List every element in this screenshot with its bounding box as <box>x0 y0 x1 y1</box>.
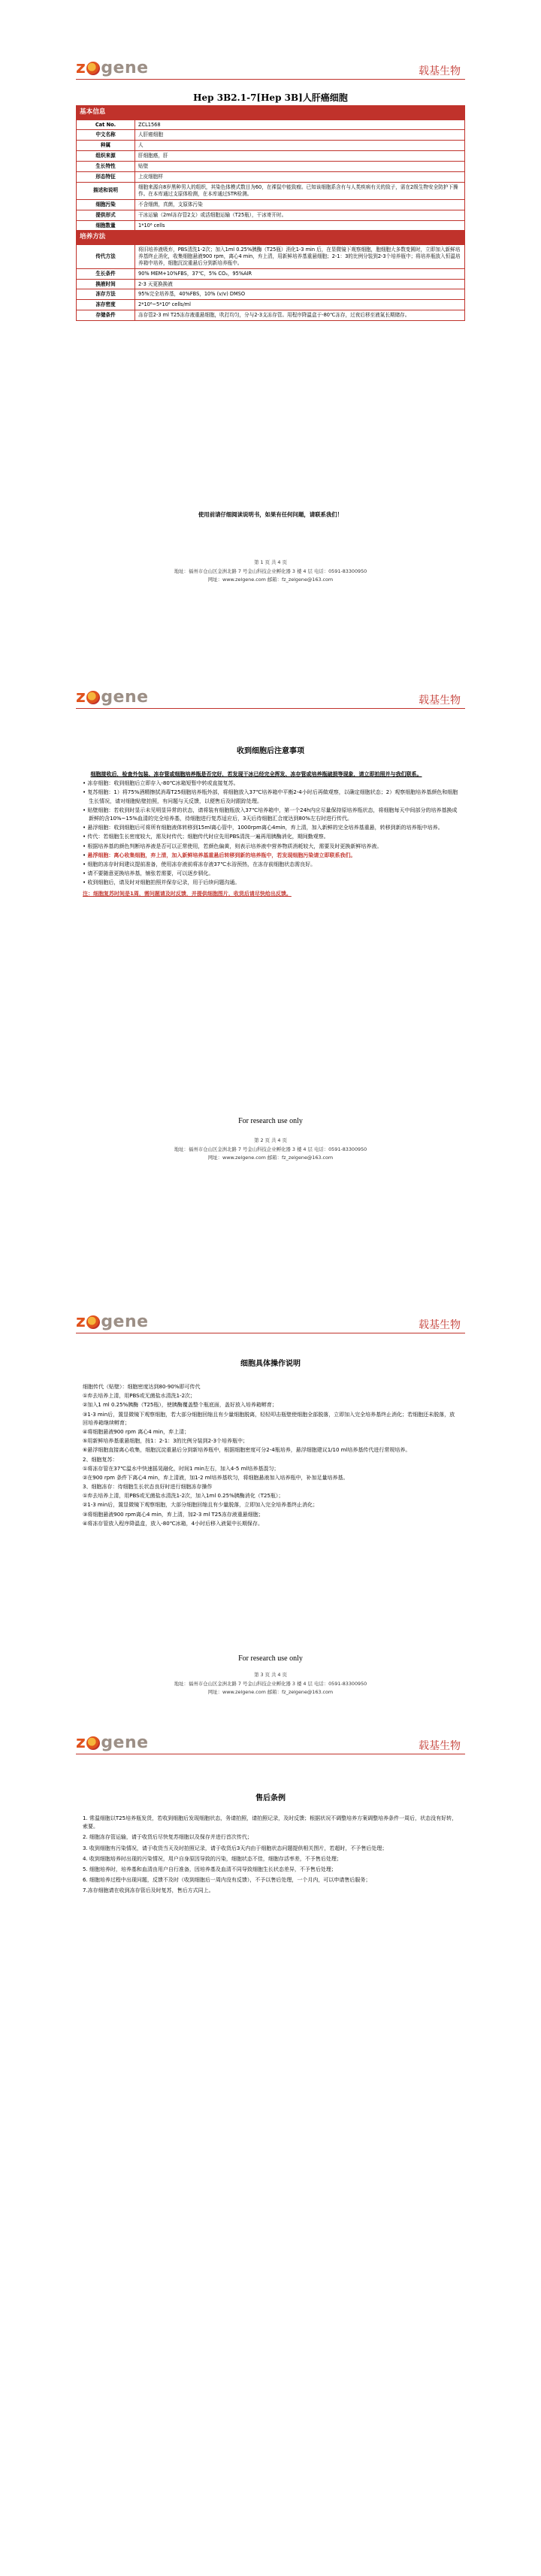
procedure-line: ①弃去培养上清，用PBS或无菌盐水清洗1-2次，加入1ml 0.25%胰酶消化（T25瓶）； <box>83 1493 284 1500</box>
info-value: 将旧培养液吸弃，PBS清洗1-2次；加入1ml 0.25%胰酶（T25瓶）消化1-3 min 后，在显微镜下观察细胞，胞细胞大多数变圆时，立即加入新鲜培养基终止消化，收集细胞悬液900 rpm，离心4 min，弃上清，用新鲜培养基重悬细胞；2-1：3的比例分装到2-3个培养瓶中；将培养瓶放入恒温培养箱中培养，细胞沉淀重悬后分到新培养瓶中。 <box>135 244 465 268</box>
notice-item: • 细胞的冻存时间建议提前准备，使用冻存液前将冻存液37℃水浴预热，在冻存前细胞状态需良好。 <box>83 861 316 867</box>
footer-address: 地址：福州市仓山区金洲北路 7 号金山科技企业孵化器 3 楼 4 层 电话：0591-83300950 <box>174 568 367 574</box>
info-value: 2-3 天更换换液 <box>135 279 465 289</box>
info-row <box>77 199 465 210</box>
info-value: 1*10⁶ cells <box>135 220 465 231</box>
notice-item-text: 根据培养基的颜色判断培养液是否可以正常使用，若颜色偏黄，则表示培养液中营养物质消耗较大，需要及时更换新鲜培养液。 <box>87 843 382 849</box>
info-value: 细胞来源自8岁黑种男人的组织，其染色体模式数目为60，在裸鼠中能致瘤。已知该细胞系含有与人类疾病有关的致子，需在2级生物安全防护下操作。在本库通过支原体检测，在本库通过STR检测。 <box>135 182 465 199</box>
info-row <box>77 220 465 231</box>
footer-address: 地址：福州市仓山区金洲北路 7 号金山科技企业孵化器 3 楼 4 层 电话：0591-83300950 <box>174 1680 367 1687</box>
procedure-line: 3、细胞冻存：待细胞生长状态良好时进行细胞冻存操作 <box>83 1484 213 1491</box>
page-header <box>76 1709 465 1754</box>
aftersale-item: 6. 细胞培养过程中出现问题，反馈不及时（收到细胞后一周内没有反馈），不予以售后处理，一个月内，可以申请售后服务； <box>83 1877 371 1884</box>
procedure-line: ⑤用新鲜培养基重悬细胞，按1：2-1：3的比例分装到2-3个培养瓶中； <box>83 1438 249 1445</box>
aftersale-item: 3. 收到细胞有污染情况，请于收货当天及时拍照记录，请于收货后3天内由于细胞状态问题提供相关图片，若超时，不予售后处理； <box>83 1845 388 1851</box>
info-key: 冻存方法 <box>77 289 135 300</box>
footer-web: 网址：www.zelgene.com 邮箱：fz_zelgene@163.com <box>207 1689 334 1696</box>
procedure-line: ④将细胞悬液900 rpm 离心4 min，弃上清； <box>83 1428 190 1435</box>
info-value: 2*10⁶~5*10⁶ cells/ml <box>135 300 465 310</box>
info-value: 人肝癌细胞 <box>135 130 465 141</box>
info-table <box>76 105 465 321</box>
notice-item: • 贴壁细胞：若收到时显示未见明显异常的状态，请将装有细胞瓶放入37℃培养箱中，第一个24h内应尽量保持原培养瓶状态，将细胞每天中间部分的培养基换成新鲜的含10%~15%血清的完全培养基，待细胞进行复苏适应后，3天后待细胞汇合度达到80%左右时进行传代。 <box>83 807 458 822</box>
brand-name: 载基生物 <box>419 1319 461 1331</box>
notice-item: • 请不要随意更换培养基，铺张若需要，可以逐步驯化。 <box>83 870 214 877</box>
info-key: 换液时间 <box>77 279 135 289</box>
procedure-line: ③将细胞悬液900 rpm离心4 min，弃上清，加2-3 ml T25冻存液重悬细胞； <box>83 1511 264 1518</box>
info-row <box>77 130 465 141</box>
info-key: 存储条件 <box>77 310 135 321</box>
footer-address: 地址：福州市仓山区金洲北路 7 号金山科技企业孵化器 3 楼 4 层 电话：0591-83300950 <box>174 1146 367 1152</box>
aftersale-item: 2. 细胞冻存管运输，请于收货后尽快复苏细胞以及保存并进行首次传代； <box>83 1834 252 1841</box>
info-value: 上皮细胞样 <box>135 172 465 183</box>
info-value: 90% MEM+10%FBS，37℃，5% CO₂，95%AIR <box>135 268 465 279</box>
contact-note: 使用前请仔细阅读说明书，如果有任何问题，请联系我们！ <box>198 511 343 518</box>
research-use-label: For research use only <box>238 1117 303 1125</box>
notice-item-text: 复苏细胞：1）将75%酒精擦拭消毒T25细胞培养瓶外部，将细胞放入37℃培养箱中平衡2-4小时后再做观察，以确定细胞状态；2）观察细胞培养基颜色和细胞生长情况，请对细胞贴壁拍照，有问题与天反馈，以便售后及时跟踪处理。 <box>87 789 458 804</box>
notice-item: • 传代：若细胞生长密度较大，需及时传代；细胞传代时应先用PBS清洗一遍再用胰酶消化，期间勤观察。 <box>83 834 329 840</box>
info-row <box>77 289 465 300</box>
notice-item: • 悬浮细胞：离心收集细胞，弃上清，加入新鲜培养基重悬后转移到新的培养瓶中，若发现细胞污染请立即联系我们。 <box>83 852 356 858</box>
info-row <box>77 310 465 321</box>
page-title: 收到细胞后注意事项 <box>237 747 304 755</box>
info-row <box>77 120 465 130</box>
info-key: 细胞污染 <box>77 199 135 210</box>
info-value: 95%完全培养基，40%FBS，10% (v/v) DMSO <box>135 289 465 300</box>
info-row <box>77 279 465 289</box>
section-culture: 培养方法 <box>77 231 465 245</box>
info-row <box>77 151 465 162</box>
info-row <box>77 172 465 183</box>
info-key: 种属 <box>77 141 135 151</box>
page-number: 第 1 页 共 4 页 <box>254 559 287 565</box>
info-key: 生长条件 <box>77 268 135 279</box>
procedure-line: 2、细胞复苏： <box>83 1456 118 1463</box>
info-row <box>77 210 465 220</box>
notice-item: • 收到细胞后，请及时对细胞拍照并保存记录，用于后续问题沟通。 <box>83 879 240 886</box>
info-key: Cat No. <box>77 120 135 130</box>
company-logo: z gene <box>76 59 149 77</box>
procedure-line: ①将冻存管在37℃温水中快速摇晃融化，时间1 min左右，加入4-5 ml培养基混匀； <box>83 1465 280 1472</box>
procedure-line: ②加入1 ml 0.25%胰酶（T25瓶），使胰酶覆盖整个瓶底面，盖好放入培养箱孵育； <box>83 1402 277 1409</box>
notice-item-text: 收到细胞后，请及时对细胞拍照并保存记录，用于后续问题沟通。 <box>87 879 240 886</box>
info-row <box>77 244 465 268</box>
notice-item: • 复苏细胞：1）将75%酒精擦拭消毒T25细胞培养瓶外部，将细胞放入37℃培养箱中平衡2-4小时后再做观察，以确定细胞状态；2）观察细胞培养基颜色和细胞生长情况，请对细胞贴壁拍照，有问题与天反馈，以便售后及时跟踪处理。 <box>83 789 458 804</box>
info-value: 肝细胞癌，肝 <box>135 151 465 162</box>
page-header <box>76 11 465 80</box>
procedure-body <box>83 1383 458 1529</box>
page-1 <box>0 0 541 644</box>
info-key: 形态特征 <box>77 172 135 183</box>
info-value: 人 <box>135 141 465 151</box>
notice-item-text: 贴壁细胞：若收到时显示未见明显异常的状态，请将装有细胞瓶放入37℃培养箱中，第一个24h内应尽量保持原培养瓶状态，将细胞每天中间部分的培养基换成新鲜的含10%~15%血清的完全培养基，待细胞进行复苏适应后，3天后待细胞汇合度达到80%左右时进行传代。 <box>87 807 458 822</box>
aftersale-item: 5. 细胞培养时，培养基和血清由用户自行准备，因培养基及血清不同导致细胞生长状态差异，不予售后处理； <box>83 1866 337 1872</box>
info-key: 组织来源 <box>77 151 135 162</box>
info-row <box>77 182 465 199</box>
brand-name: 载基生物 <box>419 65 461 77</box>
info-key: 传代方法 <box>77 244 135 268</box>
footer-web: 网址：www.zelgene.com 邮箱：fz_zelgene@163.com <box>207 1155 334 1161</box>
company-logo: z gene <box>76 1312 149 1331</box>
procedure-line: ②在900 rpm 条件下离心4 min，弃上清液，加1-2 ml培养基吹匀，将细胞悬液加入培养瓶中，补加足量培养基。 <box>83 1474 349 1481</box>
page-title: Hep 3B2.1-7[Hep 3B]人肝癌细胞 <box>193 92 348 103</box>
procedure-line: ④将冻存管放入程序降温盒，放入-80℃冰箱，4小时后移入液氮中长期保存。 <box>83 1520 264 1527</box>
page-title: 细胞具体操作说明 <box>240 1360 301 1368</box>
info-value: ZCL1568 <box>135 120 465 130</box>
procedure-line: ①弃去培养上清，用PBS或无菌盐水清洗1-2次； <box>83 1393 196 1400</box>
notice-item: • 悬浮细胞：收到细胞后可将所有细胞液体转移到15ml离心管中，1000rpm离心4min，弃上清，加入新鲜的完全培养基重悬，转移到新的培养瓶中培养。 <box>83 825 443 831</box>
notice-item-text: 传代：若细胞生长密度较大，需及时传代；细胞传代时应先用PBS清洗一遍再用胰酶消化，期间勤观察。 <box>87 834 329 840</box>
lead-text: 细胞接收后，检查外包装、冻存管或细胞培养瓶是否完好，若发现干冰已经完全挥发、冻存管或培养瓶破损等现象，请立即拍照并与我们联系。 <box>90 771 422 777</box>
page-header <box>76 1288 465 1333</box>
procedure-line: ⑥悬浮细胞直接离心收集，细胞沉淀重悬后分到新培养瓶中，根据细胞密度可分2-4瓶培养，悬浮细胞建议1/10 ml培养基传代进行常规培养。 <box>83 1447 411 1454</box>
procedure-line: ③1-3 min后，置显微镜下观察细胞，若大部分细胞回缩且有少量细胞脱离，轻轻叩击瓶壁使细胞全部脱落，立即加入完全培养基终止消化；若细胞还未脱落，放回培养箱继续孵育； <box>83 1411 455 1426</box>
tip-text: 注：细胞复苏时间是1周，需问题请及时反馈，并提供细胞图片，收货后请尽快给出反馈。 <box>83 891 292 898</box>
section-basic: 基本信息 <box>77 106 465 120</box>
info-row <box>77 162 465 172</box>
info-key: 细胞数量 <box>77 220 135 231</box>
notice-item: • 冻存细胞：收到细胞后立即存入-80℃冰箱短暂中转或直接复苏。 <box>83 780 239 787</box>
aftersale-item: 7.冻存细胞请在收到冻存管后及时复苏，售后方式同上。 <box>83 1887 214 1894</box>
info-key: 生长特性 <box>77 162 135 172</box>
research-use-label: For research use only <box>238 1654 303 1663</box>
page-footer <box>76 1672 465 1698</box>
page-number: 第 3 页 共 4 页 <box>254 1672 287 1678</box>
info-value: 冻存管2-3 ml T25冻存液重悬细胞，吹打均匀，分与2-3支冻存管。用程序降温盒于-80℃冻存，过夜后移至液氮长期储存。 <box>135 310 465 321</box>
aftersale-body <box>83 1815 458 1898</box>
page-3 <box>0 1288 541 1933</box>
info-key: 提供形式 <box>77 210 135 220</box>
info-value: 贴壁 <box>135 162 465 172</box>
info-key: 中文名称 <box>77 130 135 141</box>
page-footer <box>76 1137 465 1164</box>
info-row <box>77 268 465 279</box>
page-header <box>76 644 465 709</box>
page-2 <box>0 644 541 1288</box>
procedure-line: ②1-3 min后，置显微镜下观察细胞，大部分细胞回缩且有少量脱落，立即加入完全培养基终止消化； <box>83 1502 319 1509</box>
company-logo: z gene <box>76 688 149 707</box>
notice-item-text: 细胞的冻存时间建议提前准备，使用冻存液前将冻存液37℃水浴预热，在冻存前细胞状态需良好。 <box>87 861 316 867</box>
aftersale-item: 4. 收到细胞培养时出现的污染情况，用户自身原因导致的污染，细胞状态不佳，细胞存活率差，不予售后处理； <box>83 1855 342 1862</box>
notice-item-text: 冻存细胞：收到细胞后立即存入-80℃冰箱短暂中转或直接复苏。 <box>87 780 239 787</box>
notice-item-text: 请不要随意更换培养基，铺张若需要，可以逐步驯化。 <box>87 870 214 877</box>
page-footer <box>76 559 465 586</box>
notice-item: • 根据培养基的颜色判断培养液是否可以正常使用，若颜色偏黄，则表示培养液中营养物质消耗较大，需要及时更换新鲜培养液。 <box>83 843 382 849</box>
info-key: 描述和说明 <box>77 182 135 199</box>
brand-name: 载基生物 <box>419 695 461 707</box>
footer-web: 网址：www.zelgene.com 邮箱：fz_zelgene@163.com <box>207 577 334 583</box>
notice-item-text: 悬浮细胞：离心收集细胞，弃上清，加入新鲜培养基重悬后转移到新的培养瓶中，若发现细胞污染请立即联系我们。 <box>87 852 356 858</box>
notice-body <box>83 770 458 900</box>
company-logo: z gene <box>76 1733 149 1752</box>
info-value: 干冰运输（2ml冻存管2支）或活细胞运输（T25瓶），干冰寄开时。 <box>135 210 465 220</box>
page-number: 第 2 页 共 4 页 <box>254 1137 287 1143</box>
info-key: 冻存密度 <box>77 300 135 310</box>
notice-item-text: 悬浮细胞：收到细胞后可将所有细胞液体转移到15ml离心管中，1000rpm离心4min，弃上清，加入新鲜的完全培养基重悬，转移到新的培养瓶中培养。 <box>87 825 443 831</box>
brand-name: 载基生物 <box>419 1740 461 1752</box>
info-value: 不含细菌，真菌，支原体污染 <box>135 199 465 210</box>
aftersale-item: 1. 常温细胞以T25培养瓶发货，若收到细胞后发现细胞状态，务请拍照，请拍照记录，及时反馈；根据状况不调整培养方案调整培养条件一周后，状态没有好转，索要。 <box>83 1815 458 1830</box>
aftersale-title: 售后条例 <box>255 1794 286 1803</box>
info-row <box>77 300 465 310</box>
info-row <box>77 141 465 151</box>
procedure-line: 细胞传代（贴壁）：细胞密度达到80-90%即可传代 <box>83 1384 201 1390</box>
